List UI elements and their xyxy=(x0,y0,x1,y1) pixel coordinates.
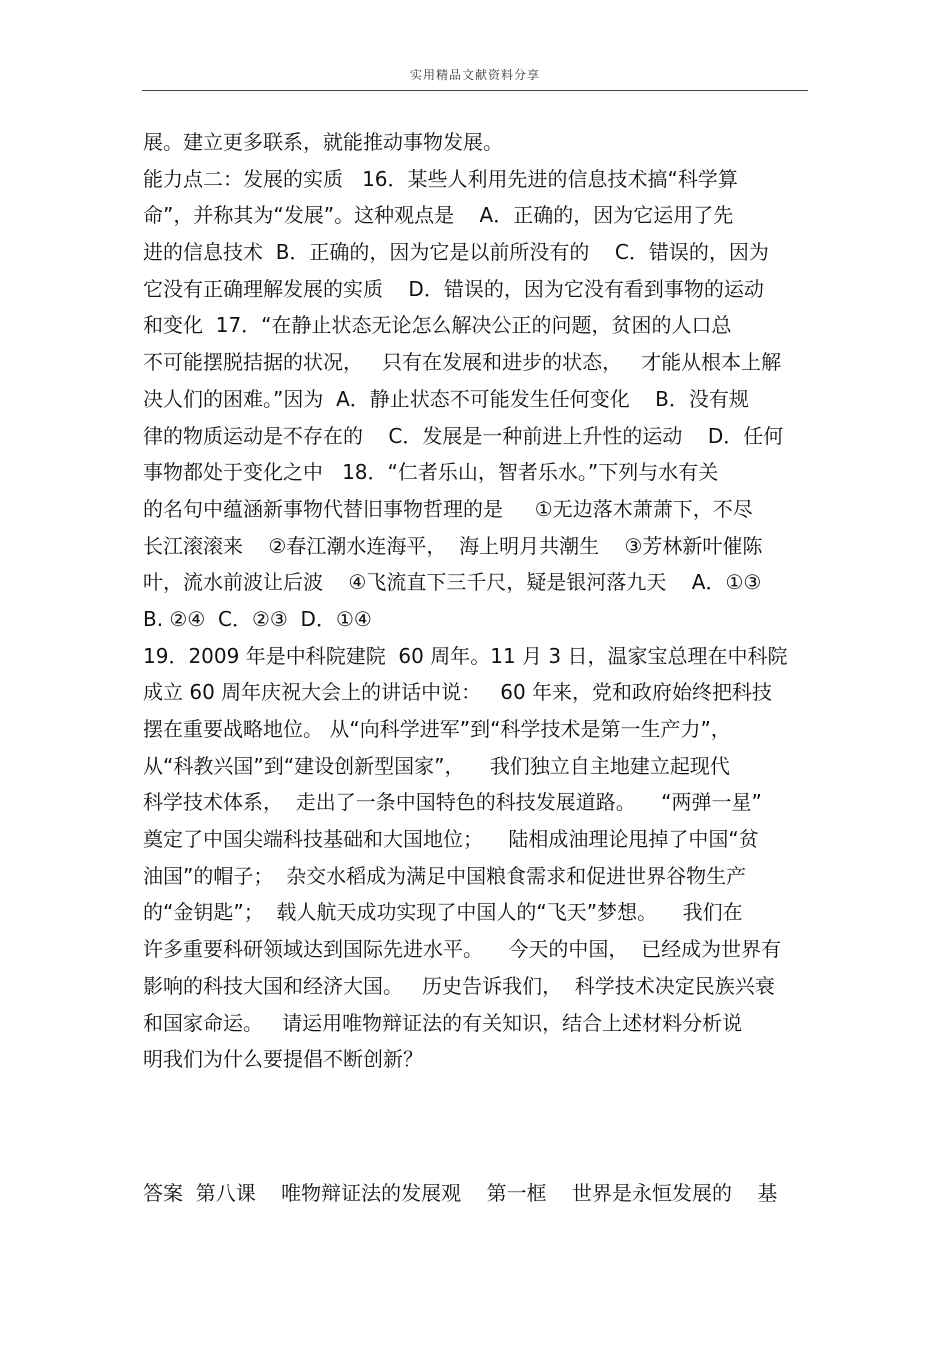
text-line: 不可能摆脱拮据的状况， 只有在发展和进步的状态， 才能从根本上解 xyxy=(143,350,782,375)
text-line: 和国家命运。 请运用唯物辩证法的有关知识，结合上述材料分析说 xyxy=(143,1010,743,1035)
text-line: 的“金钥匙”； 载人航天成功实现了中国人的“飞天”梦想。 我们在 xyxy=(143,900,743,925)
text-line: 展。建立更多联系，就能推动事物发展。 xyxy=(143,130,503,154)
text-line: 能力点二：发展的实质 16．某些人利用先进的信息技术搞“科学算 xyxy=(143,166,738,191)
page-header: 实用精品文献资料分享 xyxy=(409,68,540,82)
text-line: 律的物质运动是不存在的 C．发展是一种前进上升性的运动 D．任何 xyxy=(143,423,784,448)
text-line: 和变化 17．“在静止状态无论怎么解决公正的问题，贫困的人口总 xyxy=(143,313,732,338)
text-line: B. ②④ C．②③ D．①④ xyxy=(143,606,372,631)
text-line: 决人们的困难。”因为 A．静止状态不可能发生任何变化 B．没有规 xyxy=(143,386,749,411)
text-line: 长江滚滚来 ②春江潮水连海平， 海上明月共潮生 ③芳林新叶催陈 xyxy=(143,533,763,558)
text-line: 影响的科技大国和经济大国。 历史告诉我们， 科学技术决定民族兴衰 xyxy=(143,973,775,998)
text-line: 它没有正确理解发展的实质 D．错误的，因为它没有看到事物的运动 xyxy=(143,276,764,301)
text-line: 奠定了中国尖端科技基础和大国地位； 陆相成油理论甩掉了中国“贫 xyxy=(143,827,759,852)
text-line: 的名句中蕴涵新事物代替旧事物哲理的是 ①无边落木萧萧下，不尽 xyxy=(143,496,753,521)
text-line: 命”，并称其为“发展”。这种观点是 A．正确的，因为它运用了先 xyxy=(143,203,734,228)
text-line: 从“科教兴国”到“建设创新型国家”， 我们独立自主地建立起现代 xyxy=(143,753,730,778)
header-divider xyxy=(142,90,808,91)
text-line: 摆在重要战略地位。 从“向科学进军”到“科学技术是第一生产力”， xyxy=(143,717,731,741)
text-line: 成立 60 周年庆祝大会上的讲话中说： 60 年来，党和政府始终把科技 xyxy=(143,680,773,705)
text-line: 事物都处于变化之中 18．“仁者乐山，智者乐水。”下列与水有关 xyxy=(143,460,719,485)
text-line: 进的信息技术 B．正确的，因为它是以前所没有的 C．错误的，因为 xyxy=(143,240,769,265)
text-line: 油国”的帽子； 杂交水稻成为满足中国粮食需求和促进世界谷物生产 xyxy=(143,863,747,888)
text-line: 19．2009 年是中科院建院 60 周年。11 月 3 日，温家宝总理在中科院 xyxy=(143,643,788,668)
text-line: 叶，流水前波让后波 ④飞流直下三千尺，疑是银河落九天 A．①③ xyxy=(143,570,762,595)
text-line: 许多重要科研领域达到国际先进水平。 今天的中国， 已经成为世界有 xyxy=(143,937,782,962)
answer-heading: 答案 第八课 唯物辩证法的发展观 第一框 世界是永恒发展的 基 xyxy=(143,1181,778,1205)
document-body xyxy=(143,124,813,1078)
text-line: 科学技术体系， 走出了一条中国特色的科技发展道路。 “两弹一星” xyxy=(143,790,762,815)
text-line: 明我们为什么要提倡不断创新？ xyxy=(143,1047,423,1072)
